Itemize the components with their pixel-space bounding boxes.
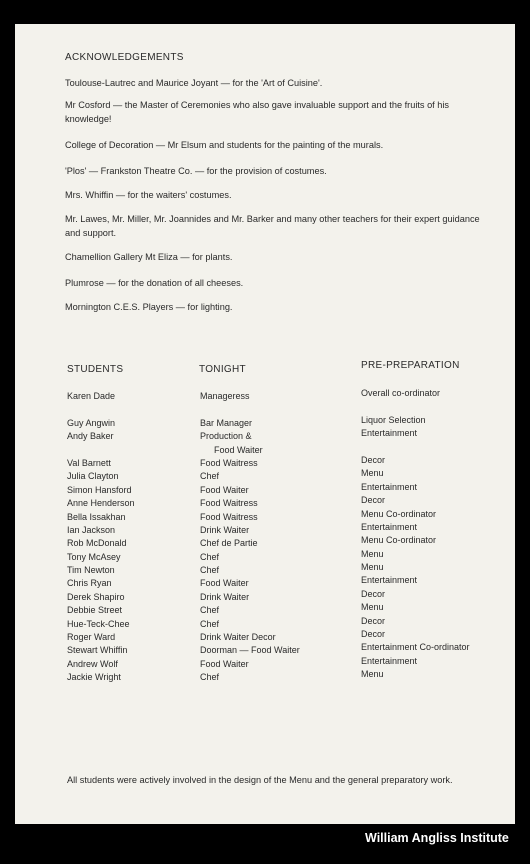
ack-item: Mornington C.E.S. Players — for lighting.	[65, 302, 233, 312]
tonight-role: Drink Waiter	[200, 591, 250, 602]
prep-task: Decor	[361, 454, 386, 465]
student-name: Anne Henderson	[67, 498, 135, 509]
tonight-role: Chef	[200, 551, 220, 562]
students-column	[67, 390, 135, 685]
tonight-role: Food Waiter	[200, 484, 249, 495]
student-name: Chris Ryan	[67, 578, 112, 589]
spacer	[67, 403, 135, 416]
tonight-role: Manageress	[200, 391, 250, 401]
prep-task: Menu	[361, 548, 384, 559]
tonight-role: Production &	[200, 431, 252, 442]
ack-item: Mrs. Whiffin — for the waiters' costumes.	[65, 190, 232, 200]
prep-task: Entertainment	[361, 575, 418, 586]
student-name: Tony McAsey	[67, 551, 121, 562]
tonight-column	[200, 390, 300, 685]
student-name: Julia Clayton	[67, 471, 119, 482]
tonight-role: Food Waiter	[214, 444, 263, 455]
ack-item: Toulouse-Lautrec and Maurice Joyant — for the 'Art of Cuisine'.	[65, 78, 323, 88]
acknowledgements-title: ACKNOWLEDGEMENTS	[65, 52, 184, 63]
prep-column	[361, 387, 470, 682]
tonight-role: Chef	[200, 672, 220, 683]
document-page	[15, 24, 515, 824]
prep-task: Menu Co-ordinator	[361, 535, 437, 546]
student-name: Ian Jackson	[67, 524, 116, 535]
tonight-role: Chef	[200, 471, 220, 482]
ack-item: Chamellion Gallery Mt Eliza — for plants.	[65, 252, 233, 262]
student-name: Val Barnett	[67, 457, 111, 468]
prep-task: Decor	[361, 615, 386, 626]
student-name: Stewart Whiffin	[67, 645, 128, 656]
student-name: Debbie Street	[67, 605, 123, 616]
student-name: Hue-Teck-Chee	[67, 618, 130, 629]
prep-task: Liquor Selection	[361, 414, 426, 425]
prep-task: Entertainment	[361, 481, 418, 492]
institute-credit: William Angliss Institute	[365, 831, 509, 845]
prep-task: Entertainment Co-ordinator	[361, 642, 470, 653]
tonight-role: Bar Manager	[200, 417, 253, 428]
tonight-role: Chef	[200, 605, 220, 616]
ack-item: Mr Cosford — the Master of Ceremonies who also gave invaluable support and the fruits of his knowledge!	[65, 100, 450, 124]
prep-task: Decor	[361, 629, 386, 640]
tonight-role: Drink Waiter	[200, 524, 250, 535]
tonight-role: Drink Waiter Decor	[200, 632, 276, 643]
prep-task: Menu Co-ordinator	[361, 508, 437, 519]
student-name: Simon Hansford	[67, 484, 132, 495]
spacer	[200, 403, 300, 416]
prep-task: Decor	[361, 588, 386, 599]
spacer	[361, 441, 470, 454]
student-name: Karen Dade	[67, 391, 116, 401]
prep-task: Menu	[361, 562, 384, 573]
prep-task: Decor	[361, 495, 386, 506]
prep-task: Menu	[361, 468, 384, 479]
student-name: Jackie Wright	[67, 672, 121, 683]
ack-item: Mr. Lawes, Mr. Miller, Mr. Joannides and Mr. Barker and many other teachers for their expert guidance and support.	[65, 214, 480, 238]
student-name: Roger Ward	[67, 632, 116, 643]
tonight-role: Food Waiter	[200, 658, 249, 669]
prep-task: Menu	[361, 602, 384, 613]
student-name: Derek Shapiro	[67, 591, 125, 602]
spacer	[361, 400, 470, 413]
ack-item: 'Plos' — Frankston Theatre Co. — for the provision of costumes.	[65, 166, 327, 176]
tonight-role: Food Waitress	[200, 511, 258, 522]
student-name: Andy Baker	[67, 431, 114, 442]
prep-task: Menu	[361, 669, 384, 680]
tonight-role: Chef	[200, 565, 220, 576]
student-name: Tim Newton	[67, 565, 115, 576]
prep-task: Overall co-ordinator	[361, 388, 441, 398]
student-name: Guy Angwin	[67, 417, 116, 428]
tonight-header: TONIGHT	[199, 364, 246, 375]
prep-task: Entertainment	[361, 655, 418, 666]
ack-item: College of Decoration — Mr Elsum and students for the painting of the murals.	[65, 140, 384, 150]
prep-task: Entertainment	[361, 521, 418, 532]
tonight-role: Food Waitress	[200, 498, 258, 509]
prep-header: PRE-PREPARATION	[361, 360, 460, 371]
tonight-role: Food Waiter	[200, 578, 249, 589]
footer-note: All students were actively involved in the design of the Menu and the general preparatory work.	[67, 775, 453, 785]
tonight-role: Chef	[200, 618, 220, 629]
tonight-role: Food Waitress	[200, 457, 258, 468]
spacer	[67, 444, 135, 457]
student-name: Rob McDonald	[67, 538, 127, 549]
prep-task: Entertainment	[361, 428, 418, 439]
student-name: Andrew Wolf	[67, 658, 118, 669]
ack-item: Plumrose — for the donation of all cheeses.	[65, 278, 244, 288]
student-name: Bella Issakhan	[67, 511, 126, 522]
tonight-role: Doorman — Food Waiter	[200, 645, 300, 656]
tonight-role: Chef de Partie	[200, 538, 258, 549]
students-header: STUDENTS	[67, 364, 124, 375]
